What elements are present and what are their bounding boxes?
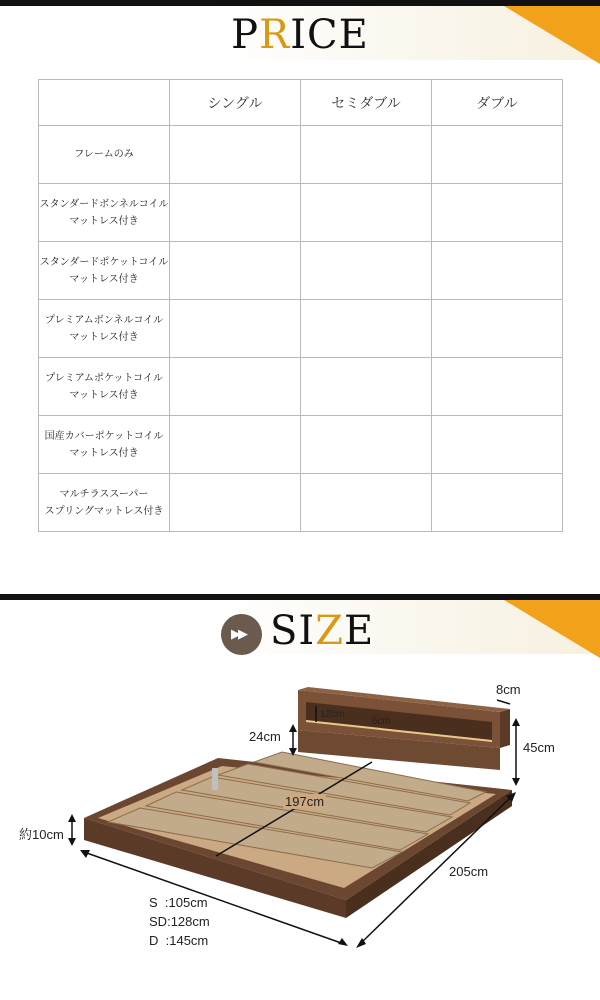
price-cell — [170, 358, 301, 416]
row-label: 国産カバーポケットコイル マットレス付き — [39, 416, 170, 474]
price-cell — [301, 242, 432, 300]
row-label: フレームのみ — [39, 126, 170, 184]
row-label: プレミアムポケットコイル マットレス付き — [39, 358, 170, 416]
headboard-height-label: 45cm — [523, 740, 555, 755]
table-header-row — [39, 80, 563, 126]
column-header-double: ダブル — [432, 80, 563, 126]
price-cell — [432, 416, 563, 474]
width-list — [149, 893, 210, 950]
column-header — [39, 80, 170, 126]
width-item-double: D :145cm — [149, 933, 209, 948]
headboard-above-frame-label: 24cm — [249, 729, 281, 744]
inner-length-label: 197cm — [285, 794, 325, 809]
price-cell — [301, 300, 432, 358]
frame-post — [212, 768, 218, 790]
price-cell — [170, 242, 301, 300]
price-cell — [432, 300, 563, 358]
price-header — [0, 0, 600, 60]
shelf-depth-label: 6cm — [372, 716, 391, 727]
fast-forward-icon: ▶▶ — [221, 614, 262, 655]
price-cell — [432, 184, 563, 242]
row-label: スタンダードボンネルコイル マットレス付き — [39, 184, 170, 242]
corner-triangle — [504, 600, 600, 658]
price-cell — [432, 242, 563, 300]
table-row — [39, 358, 563, 416]
table-row — [39, 242, 563, 300]
table-row — [39, 300, 563, 358]
price-cell — [301, 358, 432, 416]
price-cell — [170, 126, 301, 184]
column-header-semi-double: セミダブル — [301, 80, 432, 126]
width-item-single: S :105cm — [149, 895, 208, 910]
price-cell — [432, 126, 563, 184]
price-cell — [432, 358, 563, 416]
price-cell — [170, 474, 301, 532]
frame-height-label: 約10cm — [19, 827, 64, 842]
price-cell — [301, 184, 432, 242]
table-row — [39, 184, 563, 242]
row-label: スタンダードポケットコイル マットレス付き — [39, 242, 170, 300]
width-item-semi-double: SD:128cm — [149, 914, 210, 929]
price-title: PRICE — [231, 12, 369, 58]
price-cell — [301, 474, 432, 532]
total-length-label: 205cm — [449, 864, 489, 879]
size-title: SIZE — [270, 608, 375, 654]
price-cell — [432, 474, 563, 532]
headboard — [298, 687, 510, 770]
headboard-depth-label: 8cm — [496, 682, 521, 697]
price-cell — [170, 416, 301, 474]
column-header-single: シングル — [170, 80, 301, 126]
price-cell — [301, 416, 432, 474]
shelf-height-label: 12cm — [320, 709, 345, 720]
price-cell — [170, 184, 301, 242]
table-row — [39, 474, 563, 532]
table-row — [39, 126, 563, 184]
bed-diagram — [0, 670, 600, 1000]
row-label: プレミアムボンネルコイル マットレス付き — [39, 300, 170, 358]
price-table — [38, 79, 563, 532]
price-cell — [170, 300, 301, 358]
price-cell — [301, 126, 432, 184]
table-row — [39, 416, 563, 474]
row-label: マルチラススーパー スプリングマットレス付き — [39, 474, 170, 532]
